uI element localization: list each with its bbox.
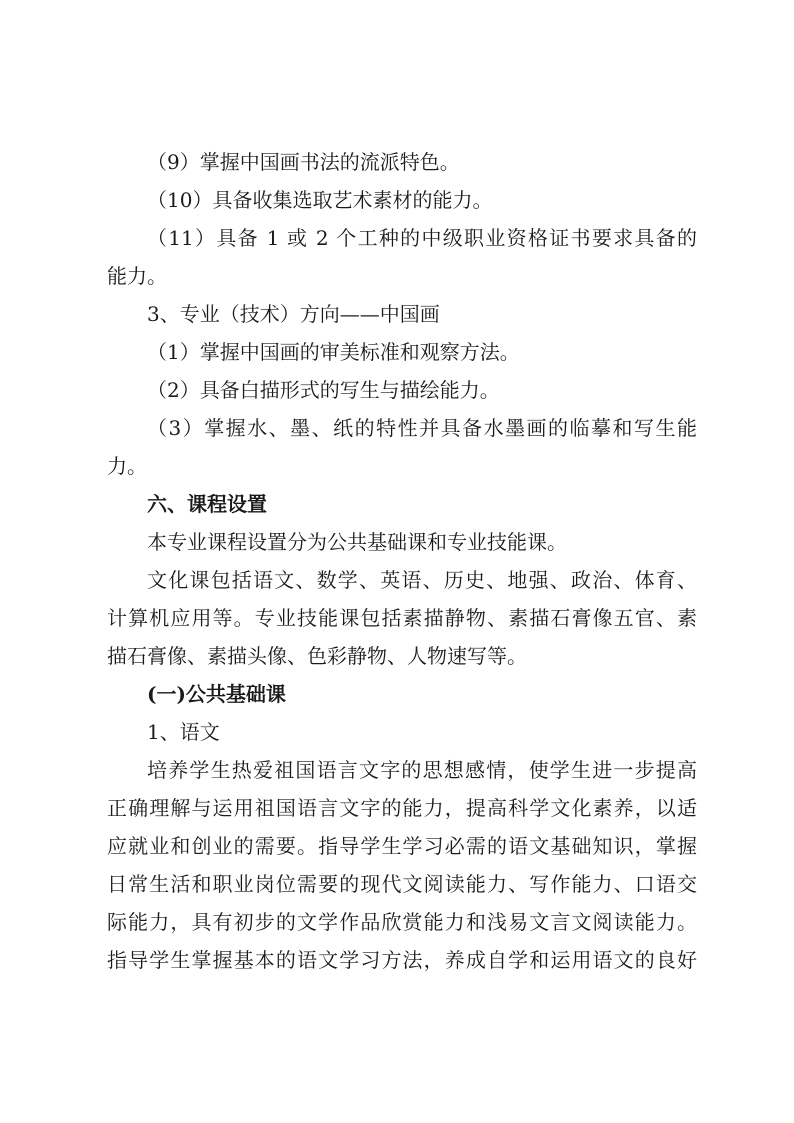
text-line: 正确理解与运用祖国语言文字的能力，提高科学文化素养，以适 <box>107 796 697 820</box>
text-line: （1）掌握中国画的审美标准和观察方法。 <box>147 340 520 364</box>
text-line: 描石膏像、素描头像、色彩静物、人物速写等。 <box>107 644 527 668</box>
text-line: 计算机应用等。专业技能课包括素描静物、素描石膏像五官、素 <box>107 606 697 630</box>
section-heading: 六、课程设置 <box>147 492 267 516</box>
text-line: （3）掌握水、墨、纸的特性并具备水墨画的临摹和写生能 <box>147 416 697 440</box>
subsection-heading: (一)公共基础课 <box>147 682 286 706</box>
text-line: 文化课包括语文、数学、英语、历史、地强、政治、体育、 <box>147 568 697 592</box>
text-line: （11）具备 1 或 2 个工种的中级职业资格证书要求具备的 <box>147 226 697 250</box>
text-line: （9）掌握中国画书法的流派特色。 <box>147 150 460 174</box>
text-line: 1、语文 <box>147 720 220 744</box>
text-line: 能力。 <box>107 264 167 288</box>
text-line: 指导学生掌握基本的语文学习方法，养成自学和运用语文的良好 <box>107 948 697 972</box>
text-line: 本专业课程设置分为公共基础课和专业技能课。 <box>147 530 567 554</box>
text-line: 力。 <box>107 454 147 478</box>
text-line: 际能力，具有初步的文学作品欣赏能力和浅易文言文阅读能力。 <box>107 910 697 934</box>
text-line: 日常生活和职业岗位需要的现代文阅读能力、写作能力、口语交 <box>107 872 697 896</box>
text-line: （10）具备收集选取艺术素材的能力。 <box>147 188 493 212</box>
text-line: 培养学生热爱祖国语言文字的思想感情，使学生进一步提高 <box>147 758 697 782</box>
text-line: （2）具备白描形式的写生与描绘能力。 <box>147 378 500 402</box>
text-line: 应就业和创业的需要。指导学生学习必需的语文基础知识，掌握 <box>107 834 697 858</box>
text-line: 3、专业（技术）方向——中国画 <box>147 302 440 326</box>
